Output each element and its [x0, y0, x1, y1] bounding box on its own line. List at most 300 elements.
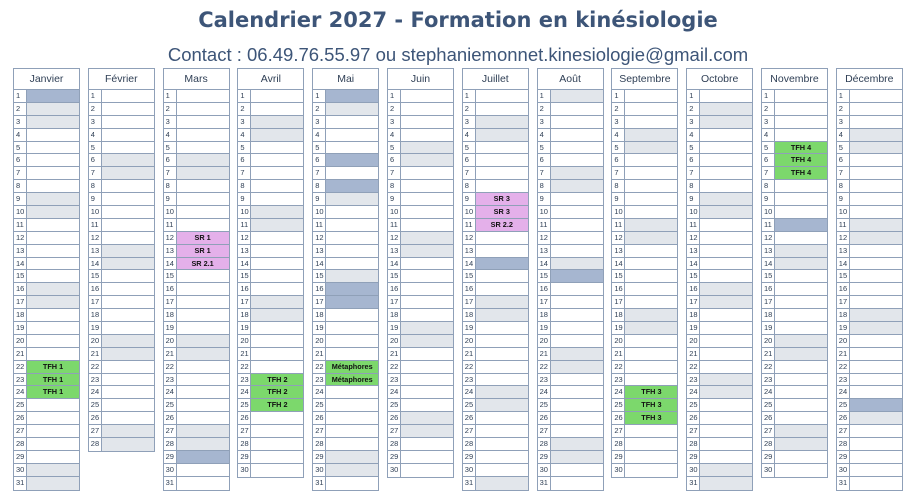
day-row: [164, 374, 229, 387]
day-number: 14: [388, 258, 401, 270]
day-number: 11: [687, 219, 700, 231]
day-row: [463, 270, 528, 283]
day-row: [687, 451, 752, 464]
day-number: 22: [14, 361, 27, 373]
day-number: 5: [538, 142, 551, 154]
day-number: 5: [762, 142, 775, 154]
day-cell: [551, 296, 603, 308]
day-number: 1: [837, 90, 850, 102]
day-number: 29: [538, 451, 551, 463]
day-row: [612, 103, 677, 116]
weekend-cell: [326, 451, 378, 463]
day-number: 5: [164, 142, 177, 154]
day-number: 25: [313, 399, 326, 411]
event-cell: TFH 2: [251, 399, 303, 411]
day-cell: [551, 309, 603, 321]
day-cell: [326, 438, 378, 450]
day-number: 4: [14, 129, 27, 141]
day-row: [687, 103, 752, 116]
day-row: [612, 348, 677, 361]
month-name: Août: [537, 68, 604, 89]
month-name: Avril: [237, 68, 304, 89]
holiday-cell: [476, 258, 528, 270]
day-number: 15: [538, 270, 551, 282]
day-number: 4: [762, 129, 775, 141]
day-cell: [700, 425, 752, 437]
day-number: 13: [538, 245, 551, 257]
day-number: 9: [164, 193, 177, 205]
day-number: 16: [612, 283, 625, 295]
day-row: [164, 90, 229, 103]
month-column-12: [836, 68, 903, 491]
day-row: [837, 451, 902, 464]
day-cell: [27, 348, 79, 360]
day-cell: [700, 348, 752, 360]
day-number: 5: [463, 142, 476, 154]
day-cell: [775, 309, 827, 321]
day-row: [612, 193, 677, 206]
day-row: [89, 180, 154, 193]
month-column-2: [88, 68, 155, 452]
day-cell: [326, 386, 378, 398]
day-number: 17: [14, 296, 27, 308]
month-name: Octobre: [686, 68, 753, 89]
day-cell: [102, 283, 154, 295]
day-number: 1: [14, 90, 27, 102]
day-cell: [27, 142, 79, 154]
day-cell: [251, 90, 303, 102]
holiday-cell: [326, 180, 378, 192]
day-cell: [551, 103, 603, 115]
day-row: [388, 219, 453, 232]
day-cell: [625, 283, 677, 295]
day-row: [762, 219, 827, 232]
day-cell: [700, 142, 752, 154]
day-cell: [700, 270, 752, 282]
day-row: [837, 270, 902, 283]
day-number: 3: [463, 116, 476, 128]
holiday-cell: [177, 451, 229, 463]
day-row: [164, 309, 229, 322]
day-number: 1: [89, 90, 102, 102]
weekend-cell: [625, 232, 677, 244]
day-number: 12: [762, 232, 775, 244]
day-number: 30: [388, 464, 401, 477]
day-number: 14: [538, 258, 551, 270]
day-number: 30: [313, 464, 326, 476]
day-cell: [251, 270, 303, 282]
day-row: [687, 245, 752, 258]
day-number: 12: [238, 232, 251, 244]
day-number: 24: [538, 386, 551, 398]
day-cell: [700, 412, 752, 424]
day-row: [612, 374, 677, 387]
day-row: [89, 361, 154, 374]
day-number: 26: [687, 412, 700, 424]
weekend-cell: [102, 167, 154, 179]
day-number: 16: [313, 283, 326, 295]
day-cell: [700, 258, 752, 270]
day-row: [762, 322, 827, 335]
day-row: [612, 283, 677, 296]
day-number: 3: [837, 116, 850, 128]
day-cell: [850, 193, 902, 205]
day-number: 26: [762, 412, 775, 424]
day-row: [687, 116, 752, 129]
day-number: 22: [388, 361, 401, 373]
day-row: [89, 103, 154, 116]
day-number: 15: [164, 270, 177, 282]
day-number: 26: [612, 412, 625, 424]
day-number: 7: [762, 167, 775, 179]
day-cell: [177, 296, 229, 308]
day-row: [612, 129, 677, 142]
day-number: 14: [89, 258, 102, 270]
month-name: Décembre: [836, 68, 903, 89]
day-row: [14, 309, 79, 322]
day-row: [164, 167, 229, 180]
day-cell: [177, 116, 229, 128]
day-row: [388, 348, 453, 361]
day-row: [762, 154, 827, 167]
day-number: 30: [687, 464, 700, 476]
event-cell: TFH 2: [251, 374, 303, 386]
day-number: 22: [238, 361, 251, 373]
day-cell: [326, 142, 378, 154]
day-cell: [251, 193, 303, 205]
day-number: 30: [837, 464, 850, 476]
month-name: Septembre: [611, 68, 678, 89]
day-number: 25: [14, 399, 27, 411]
day-row: [837, 90, 902, 103]
day-number: 27: [388, 425, 401, 437]
day-cell: [401, 296, 453, 308]
day-row: [538, 116, 603, 129]
day-number: 10: [313, 206, 326, 218]
day-cell: [401, 399, 453, 411]
day-number: 28: [89, 438, 102, 451]
day-number: 20: [538, 335, 551, 347]
day-row: [687, 232, 752, 245]
day-number: 28: [14, 438, 27, 450]
day-cell: [27, 451, 79, 463]
event-cell: TFH 4: [775, 142, 827, 154]
day-cell: [775, 361, 827, 373]
day-number: 22: [837, 361, 850, 373]
event-cell: TFH 3: [625, 399, 677, 411]
day-cell: [700, 335, 752, 347]
event-cell: SR 2.1: [177, 258, 229, 270]
day-cell: [700, 180, 752, 192]
day-row: [238, 206, 303, 219]
day-cell: [177, 374, 229, 386]
day-row: [89, 154, 154, 167]
day-cell: [401, 116, 453, 128]
weekend-cell: [102, 335, 154, 347]
day-number: 12: [837, 232, 850, 244]
day-number: 30: [463, 464, 476, 476]
day-row: [164, 103, 229, 116]
day-number: 15: [687, 270, 700, 282]
month-days: [611, 89, 678, 478]
day-cell: [177, 412, 229, 424]
month-column-9: [611, 68, 678, 478]
day-row: [762, 193, 827, 206]
day-cell: [625, 374, 677, 386]
day-cell: [27, 129, 79, 141]
day-cell: [625, 245, 677, 257]
day-row: [687, 219, 752, 232]
day-cell: [551, 116, 603, 128]
day-cell: [401, 270, 453, 282]
day-row: [89, 335, 154, 348]
day-row: [313, 335, 378, 348]
day-row: [388, 154, 453, 167]
day-row: [164, 154, 229, 167]
day-number: 13: [313, 245, 326, 257]
day-cell: [476, 374, 528, 386]
day-number: 10: [388, 206, 401, 218]
day-cell: [102, 180, 154, 192]
day-number: 17: [388, 296, 401, 308]
day-row: [687, 438, 752, 451]
day-row: [14, 399, 79, 412]
day-number: 6: [14, 154, 27, 166]
day-cell: [850, 270, 902, 282]
weekend-cell: [326, 464, 378, 476]
day-row: [837, 283, 902, 296]
day-row: [313, 167, 378, 180]
day-number: 7: [164, 167, 177, 179]
day-cell: [326, 425, 378, 437]
day-row: [687, 206, 752, 219]
day-number: 2: [463, 103, 476, 115]
day-number: 10: [164, 206, 177, 218]
day-row: [89, 206, 154, 219]
day-number: 17: [538, 296, 551, 308]
day-cell: [401, 374, 453, 386]
day-cell: [850, 116, 902, 128]
day-number: 30: [762, 464, 775, 477]
weekend-cell: [850, 142, 902, 154]
day-number: 29: [388, 451, 401, 463]
day-row: [14, 90, 79, 103]
day-row: [687, 258, 752, 271]
day-cell: [401, 258, 453, 270]
day-cell: [551, 386, 603, 398]
day-number: 11: [14, 219, 27, 231]
day-row: [612, 219, 677, 232]
day-number: 10: [687, 206, 700, 218]
day-row: [612, 245, 677, 258]
day-number: 13: [164, 245, 177, 257]
event-cell: TFH 4: [775, 167, 827, 179]
day-number: 17: [687, 296, 700, 308]
day-row: [89, 90, 154, 103]
day-number: 27: [612, 425, 625, 437]
weekend-cell: [102, 245, 154, 257]
day-cell: [625, 438, 677, 450]
day-row: [313, 322, 378, 335]
day-row: [837, 425, 902, 438]
day-row: [538, 309, 603, 322]
day-number: 12: [313, 232, 326, 244]
day-number: 9: [313, 193, 326, 205]
day-number: 1: [313, 90, 326, 102]
day-row: [164, 232, 229, 245]
month-days: [462, 89, 529, 491]
day-row: [313, 270, 378, 283]
day-number: 11: [313, 219, 326, 231]
day-row: [388, 129, 453, 142]
day-cell: [850, 451, 902, 463]
day-row: [463, 90, 528, 103]
day-row: [89, 386, 154, 399]
weekend-cell: [251, 206, 303, 218]
day-row: [388, 103, 453, 116]
day-row: [762, 425, 827, 438]
day-row: [14, 412, 79, 425]
day-cell: [775, 206, 827, 218]
day-number: 26: [14, 412, 27, 424]
day-cell: [326, 258, 378, 270]
day-cell: [251, 438, 303, 450]
day-number: 22: [612, 361, 625, 373]
day-row: [762, 232, 827, 245]
day-row: [164, 142, 229, 155]
day-row: [687, 322, 752, 335]
day-row: [837, 335, 902, 348]
day-cell: [102, 412, 154, 424]
day-row: [14, 425, 79, 438]
month-days: [537, 89, 604, 491]
day-number: 21: [313, 348, 326, 360]
day-number: 24: [837, 386, 850, 398]
day-cell: [850, 438, 902, 450]
weekend-cell: [177, 425, 229, 437]
day-number: 16: [14, 283, 27, 295]
weekend-cell: [251, 309, 303, 321]
day-cell: [102, 386, 154, 398]
day-number: 18: [762, 309, 775, 321]
day-number: 23: [463, 374, 476, 386]
day-row: [89, 322, 154, 335]
day-cell: [27, 219, 79, 231]
day-number: 26: [463, 412, 476, 424]
day-cell: [401, 206, 453, 218]
day-cell: [177, 193, 229, 205]
day-number: 11: [388, 219, 401, 231]
day-number: 5: [837, 142, 850, 154]
day-number: 2: [89, 103, 102, 115]
day-number: 1: [612, 90, 625, 102]
day-number: 7: [463, 167, 476, 179]
day-number: 25: [238, 399, 251, 411]
day-row: [837, 142, 902, 155]
day-number: 14: [762, 258, 775, 270]
day-number: 24: [762, 386, 775, 398]
weekend-cell: [625, 219, 677, 231]
day-number: 19: [612, 322, 625, 334]
weekend-cell: [476, 386, 528, 398]
day-cell: [551, 399, 603, 411]
day-number: 25: [762, 399, 775, 411]
day-number: 21: [687, 348, 700, 360]
day-number: 25: [837, 399, 850, 411]
day-row: [612, 451, 677, 464]
weekend-cell: [850, 129, 902, 141]
weekend-cell: [27, 116, 79, 128]
day-row: [762, 206, 827, 219]
day-cell: [551, 374, 603, 386]
day-row: [612, 90, 677, 103]
weekend-cell: [102, 258, 154, 270]
day-number: 26: [837, 412, 850, 424]
month-name: Novembre: [761, 68, 828, 89]
day-cell: [326, 322, 378, 334]
day-number: 27: [687, 425, 700, 437]
day-cell: [551, 477, 603, 490]
day-number: 28: [837, 438, 850, 450]
day-number: 16: [837, 283, 850, 295]
day-cell: [102, 219, 154, 231]
day-number: 25: [388, 399, 401, 411]
day-row: [538, 245, 603, 258]
day-row: [837, 438, 902, 451]
day-number: 7: [14, 167, 27, 179]
day-cell: [625, 296, 677, 308]
day-number: 28: [612, 438, 625, 450]
day-number: 14: [687, 258, 700, 270]
event-cell: TFH 1: [27, 361, 79, 373]
day-number: 3: [612, 116, 625, 128]
event-cell: TFH 1: [27, 374, 79, 386]
weekend-cell: [102, 438, 154, 451]
day-number: 2: [762, 103, 775, 115]
day-number: 13: [89, 245, 102, 257]
day-number: 25: [538, 399, 551, 411]
day-number: 21: [388, 348, 401, 360]
day-number: 9: [762, 193, 775, 205]
day-row: [238, 116, 303, 129]
day-row: [89, 116, 154, 129]
day-row: [388, 412, 453, 425]
day-row: [238, 103, 303, 116]
day-row: [463, 374, 528, 387]
day-number: 7: [388, 167, 401, 179]
day-number: 9: [837, 193, 850, 205]
day-cell: [102, 193, 154, 205]
day-row: [837, 361, 902, 374]
day-row: [313, 425, 378, 438]
day-number: 6: [538, 154, 551, 166]
day-row: [313, 477, 378, 490]
day-row: [313, 154, 378, 167]
day-row: [837, 116, 902, 129]
day-cell: [551, 129, 603, 141]
day-number: 3: [388, 116, 401, 128]
day-row: [238, 270, 303, 283]
day-cell: [177, 309, 229, 321]
day-row: [687, 477, 752, 490]
day-row: [463, 399, 528, 412]
day-row: [612, 361, 677, 374]
day-number: 11: [463, 219, 476, 231]
day-cell: [251, 258, 303, 270]
day-cell: [476, 425, 528, 437]
day-row: [238, 232, 303, 245]
day-number: 23: [388, 374, 401, 386]
